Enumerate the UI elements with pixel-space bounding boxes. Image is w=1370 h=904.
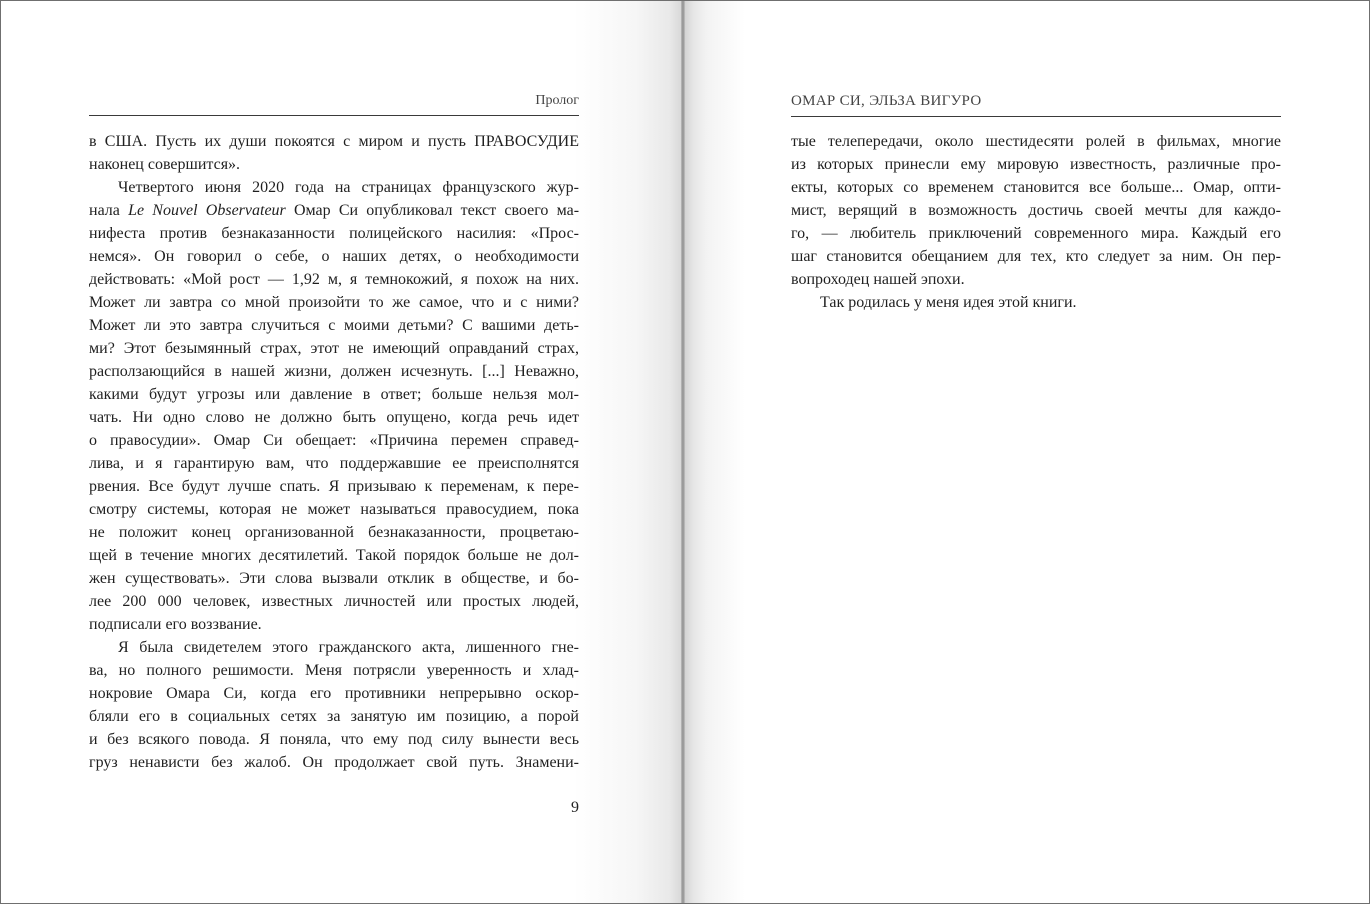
text-line: Может ли это завтра случиться с моими детьми? С вашими деть- <box>89 317 579 334</box>
text-line: о правосудии». Омар Си обещает: «Причина перемен справед- <box>89 432 579 449</box>
text-line: груз ненависти без жалоб. Он продолжает свой путь. Знамени- <box>89 754 579 771</box>
text-line: щей в течение многих десятилетий. Такой порядок больше не дол- <box>89 547 579 564</box>
text-line: Четвертого июня 2020 года на страницах французского жур- <box>118 179 579 196</box>
text-line: из которых принесли ему мировую известность, различные про- <box>791 156 1281 173</box>
text-line: Я была свидетелем этого гражданского акта, лишенного гне- <box>118 639 579 656</box>
text-line: го, — любитель приключений современного мира. Каждый его <box>791 225 1281 242</box>
text-line: лива, и я гарантирую вам, что поддержавшие ее преисполнятся <box>89 455 579 472</box>
text-line: нокровие Омара Си, когда его противники непрерывно оскор- <box>89 685 579 702</box>
running-head-left: Пролог <box>89 93 579 116</box>
text-line: действовать: «Мой рост — 1,92 м, я темнокожий, я похож на них. <box>89 271 579 288</box>
text-line: тые телепередачи, около шестидесяти ролей в фильмах, многие <box>791 133 1281 150</box>
book-spread <box>1 1 1369 903</box>
text-line: и без всякого повода. Я поняла, что ему под силу вынести весь <box>89 731 579 748</box>
text-line: расползающийся в нашей жизни, должен исчезнуть. [...] Неважно, <box>89 363 579 380</box>
magazine-title: Le Nouvel Observateur <box>128 202 286 219</box>
running-head-right: ОМАР СИ, ЭЛЬЗА ВИГУРО <box>791 93 1281 117</box>
book-gutter <box>681 1 685 903</box>
text-line: Так родилась у меня идея этой книги. <box>820 294 1077 311</box>
text-line: наконец совершится». <box>89 156 241 173</box>
text-line: нала Le Nouvel Observateur Омар Си опубликовал текст своего ма- <box>89 202 579 219</box>
text-line: смотру системы, которая не может называться правосудием, пока <box>89 501 579 518</box>
left-page-body <box>89 130 579 774</box>
text-line: екты, которых со временем становится все больше... Омар, опти- <box>791 179 1281 196</box>
right-page-body <box>791 130 1281 314</box>
text-line: вопроходец нашей эпохи. <box>791 271 965 288</box>
text-line: мист, верящий в возможность достичь своей мечты для каждо- <box>791 202 1281 219</box>
text-line: шаг становится обещанием для тех, кто следует за ним. Он пер- <box>791 248 1281 265</box>
text-line: бляли его в социальных сетях за занятую им позицию, а порой <box>89 708 579 725</box>
text-line: немся». Он говорил о себе, о наших детях, о необходимости <box>89 248 579 265</box>
page-number: 9 <box>571 799 579 816</box>
text-line: чать. Ни одно слово не должно быть опущено, когда речь идет <box>89 409 579 426</box>
text-line: не положит конец организованной безнаказанности, процветаю- <box>89 524 579 541</box>
text-line: нифеста против безнаказанности полицейского насилия: «Прос- <box>89 225 579 242</box>
left-page <box>1 1 683 903</box>
text-line: в США. Пусть их души покоятся с миром и пусть ПРАВОСУДИЕ <box>89 133 579 150</box>
text-line: Может ли завтра со мной произойти то же самое, что и с ними? <box>89 294 579 311</box>
text-line: ми? Этот безымянный страх, этот не имеющий оправданий страх, <box>89 340 579 357</box>
text-line: какими будут угрозы или давление в ответ; больше нельзя мол- <box>89 386 579 403</box>
text-line: рвения. Все будут лучше спать. Я призываю к переменам, к пере- <box>89 478 579 495</box>
text-line: подписали его воззвание. <box>89 616 262 633</box>
text-line: ва, но полного решимости. Меня потрясли уверенность и хлад- <box>89 662 579 679</box>
text-line: жен существовать». Эти слова вызвали отклик в обществе, и бо- <box>89 570 579 587</box>
right-page <box>683 1 1369 903</box>
text-line: лее 200 000 человек, известных личностей или простых людей, <box>89 593 579 610</box>
